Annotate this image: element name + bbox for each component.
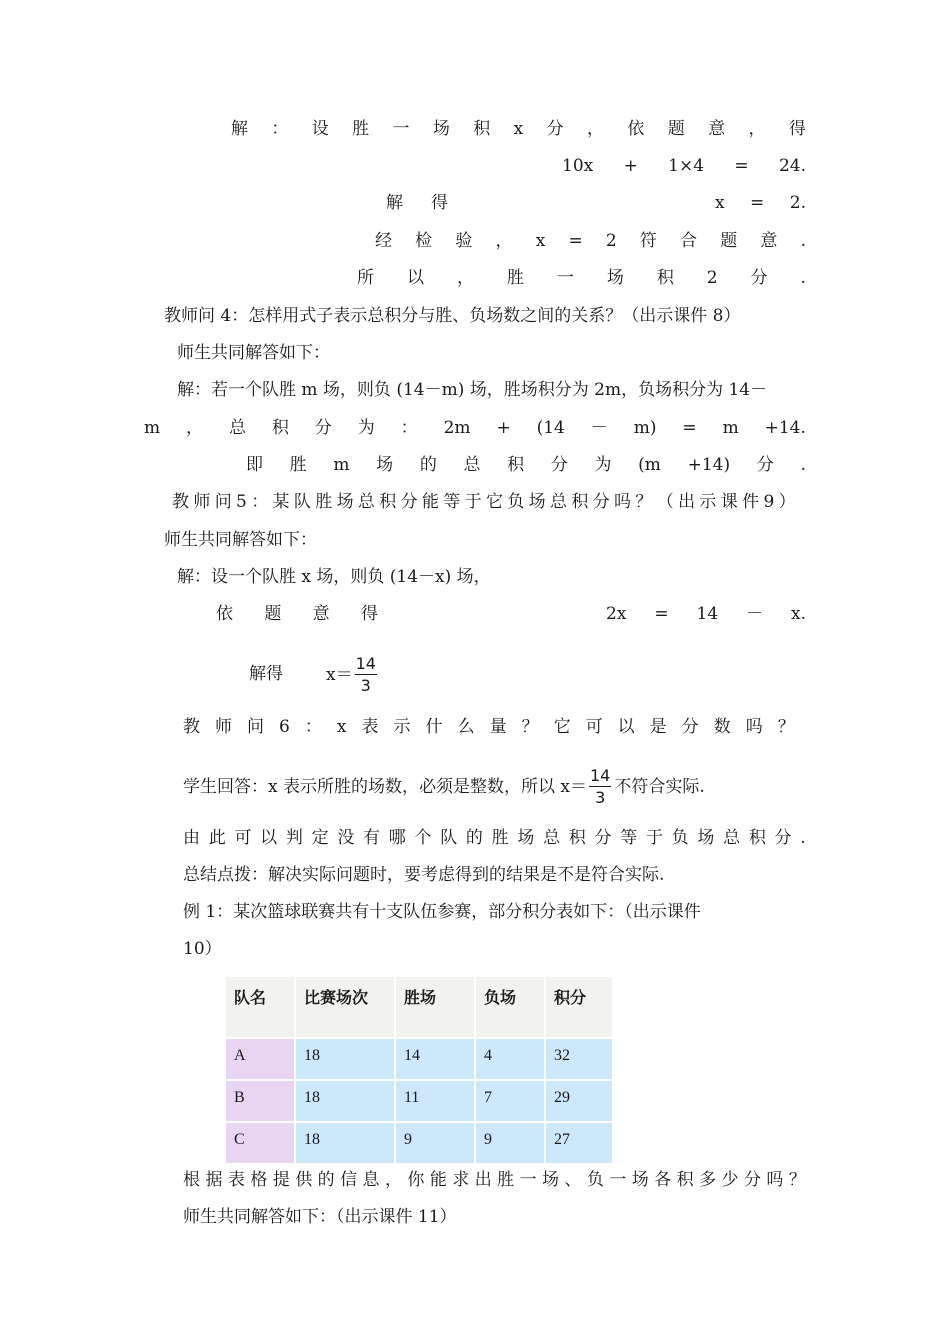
text-token: 等: [620, 828, 638, 848]
text-token: 检: [415, 231, 433, 251]
text-token: 数: [713, 717, 731, 737]
text-token: .: [800, 231, 806, 251]
text-token: 表: [227, 1170, 245, 1190]
text-token: 一: [392, 119, 410, 139]
text-token: 的: [419, 455, 437, 475]
text-token: 是: [649, 717, 667, 737]
text-token: 负: [586, 1170, 604, 1190]
header-points: 积分: [545, 976, 613, 1038]
text-token: 经: [375, 231, 392, 251]
text-token: 分: [546, 119, 564, 139]
text-token: x: [535, 231, 546, 251]
text-token: 的: [465, 828, 483, 848]
text-token: 出: [678, 492, 696, 512]
score-table: [224, 975, 614, 1165]
text-token: 吗: [766, 1170, 784, 1190]
text-token: 意: [760, 231, 778, 251]
text-token: 积: [271, 418, 289, 438]
text-token: 6: [279, 717, 290, 737]
text-token: 教: [172, 492, 189, 512]
student-answer: [183, 766, 705, 809]
text-token: 积: [473, 119, 491, 139]
text-token: 意: [312, 604, 330, 624]
text-token: 师: [215, 717, 233, 737]
cell-games: 18: [295, 1038, 395, 1080]
text-token: 信: [340, 1170, 358, 1190]
text-token: 2: [706, 268, 718, 288]
text-token: 提: [272, 1170, 290, 1190]
text-token: 息: [362, 1170, 380, 1190]
text-token: 哪: [388, 828, 406, 848]
text-token: 依: [216, 604, 233, 624]
text-token: 得: [360, 604, 378, 624]
text-token: 积: [656, 268, 674, 288]
text-token: 验: [455, 231, 473, 251]
cell-losses: 4: [475, 1038, 545, 1080]
text-token: x: [336, 717, 347, 737]
text-token: x: [715, 193, 725, 213]
text-token: 14: [696, 604, 719, 624]
text-token: m: [144, 418, 161, 438]
student-answer-text: 学生回答：x 表示所胜的场数，必须是整数，所以 x＝: [183, 777, 587, 797]
text-token: x: [513, 119, 524, 139]
text-token: －: [590, 418, 608, 438]
header-team: 队名: [225, 976, 295, 1038]
text-token: (14: [536, 418, 565, 438]
text-token: 解: [386, 193, 403, 213]
text-token: m: [333, 455, 350, 475]
cell-wins: 11: [395, 1080, 475, 1122]
text-token: 求: [452, 1170, 470, 1190]
text-token: 题: [667, 119, 685, 139]
text-token: 么: [457, 717, 475, 737]
solution-line-5: [357, 267, 806, 289]
text-token: 场: [336, 492, 354, 512]
text-token: 场: [432, 119, 450, 139]
text-token: +14): [687, 455, 731, 475]
text-token: 10x: [562, 156, 594, 176]
text-token: ，: [384, 1170, 402, 1190]
text-token: 师: [193, 492, 211, 512]
text-token: 它: [485, 492, 503, 512]
joint-answer-label-1: 师生共同解答如下：: [177, 343, 330, 363]
text-token: ：: [271, 119, 289, 139]
text-token: 题: [720, 231, 738, 251]
text-token: 能: [421, 492, 439, 512]
text-token: 为: [594, 455, 612, 475]
teacher-question-5: [172, 491, 796, 513]
text-token: 总: [228, 418, 246, 438]
cell-points: 32: [545, 1038, 613, 1080]
table-row: [225, 1080, 613, 1122]
example-1-line-2: 10）: [183, 939, 222, 959]
text-token: ？: [635, 492, 653, 512]
text-token: 据: [205, 1170, 223, 1190]
solution-line-3-label: [386, 192, 448, 214]
text-token: 总: [543, 828, 561, 848]
text-token: 合: [680, 231, 698, 251]
text-token: 得: [788, 119, 806, 139]
text-token: +: [623, 156, 638, 176]
text-token: 场: [542, 1170, 559, 1190]
text-token: 供: [295, 1170, 313, 1190]
text-token: 吗: [745, 717, 763, 737]
text-token: 总: [463, 455, 481, 475]
text-token: 分: [550, 455, 568, 475]
text-token: 胜: [497, 1170, 515, 1190]
text-token: 队: [440, 828, 458, 848]
text-token: 积: [507, 455, 525, 475]
text-token: =: [682, 418, 697, 438]
text-token: 根: [183, 1170, 200, 1190]
table-question: [183, 1169, 806, 1191]
text-token: 场: [606, 268, 624, 288]
text-token: .: [800, 828, 806, 848]
solution-x-line-1: 解：设一个队胜 x 场，则负 (14－x) 场，: [177, 567, 491, 587]
text-token: 表: [361, 717, 379, 737]
fraction-denominator: 3: [360, 676, 371, 695]
text-token: 出: [474, 1170, 492, 1190]
text-token: 分: [594, 828, 612, 848]
solution-m-line-1: 解：若一个队胜 m 场，则负 (14－m) 场，胜场积分为 2m，负场积分为 14－: [177, 380, 768, 400]
text-token: 分: [681, 717, 699, 737]
text-token: 课: [720, 492, 738, 512]
text-token: 即: [246, 455, 263, 475]
text-token: 胜: [315, 492, 333, 512]
text-token: 胜: [491, 828, 509, 848]
text-token: ：: [304, 717, 322, 737]
text-token: 于: [464, 492, 482, 512]
text-token: 队: [293, 492, 311, 512]
text-token: ：: [251, 492, 269, 512]
text-token: 一: [519, 1170, 537, 1190]
text-token: 负: [507, 492, 525, 512]
text-token: ，: [456, 268, 474, 288]
solution-line-2: [562, 155, 806, 177]
solution-line-1: [231, 118, 806, 140]
teacher-question-4: 教师问 4：怎样用式子表示总积分与胜、负场数之间的关系？（出示课件 8）: [164, 306, 741, 326]
text-token: 2m: [443, 418, 471, 438]
cell-games: 18: [295, 1080, 395, 1122]
text-token: 所: [357, 268, 374, 288]
text-token: 它: [553, 717, 571, 737]
text-token: 场: [631, 1170, 649, 1190]
text-token: 件: [742, 492, 760, 512]
text-token: m: [722, 418, 739, 438]
text-token: 可: [234, 828, 252, 848]
text-token: 一: [609, 1170, 627, 1190]
text-token: 以: [617, 717, 635, 737]
text-token: 多: [699, 1170, 717, 1190]
text-token: 的: [317, 1170, 335, 1190]
text-token: ？: [521, 717, 539, 737]
text-token: 得: [431, 193, 448, 213]
text-token: 为: [357, 418, 375, 438]
text-token: 、: [564, 1170, 582, 1190]
text-token: =: [568, 231, 583, 251]
joint-answer-label-3: 师生共同解答如下：（出示课件 11）: [183, 1207, 457, 1227]
text-token: 问: [214, 492, 232, 512]
text-token: 胜: [352, 119, 370, 139]
text-token: 问: [247, 717, 265, 737]
text-token: 积: [379, 492, 397, 512]
text-token: 场: [528, 492, 546, 512]
text-token: 分: [314, 418, 332, 438]
text-token: 以: [260, 828, 278, 848]
text-token: 示: [393, 717, 411, 737]
cell-wins: 9: [395, 1122, 475, 1164]
text-token: 分: [743, 1170, 761, 1190]
text-token: ？: [788, 1170, 806, 1190]
solution-x-line-2-label: [216, 603, 378, 625]
text-token: 2: [605, 231, 617, 251]
text-token: 积: [571, 492, 589, 512]
text-token: 2x: [606, 604, 627, 624]
text-token: 吗: [614, 492, 632, 512]
text-token: 总: [550, 492, 568, 512]
text-token: +14.: [764, 418, 806, 438]
text-token: 分: [774, 828, 792, 848]
text-token: 分: [750, 268, 768, 288]
cell-points: 27: [545, 1122, 613, 1164]
text-token: 示: [699, 492, 717, 512]
cell-games: 18: [295, 1122, 395, 1164]
text-token: 此: [208, 828, 226, 848]
text-token: 总: [357, 492, 375, 512]
text-token: ，: [586, 119, 604, 139]
text-token: 少: [721, 1170, 739, 1190]
cell-losses: 7: [475, 1080, 545, 1122]
cell-points: 29: [545, 1080, 613, 1122]
conclusion-line: [183, 827, 806, 849]
solution-line-3-eq: [715, 192, 806, 214]
cell-team: B: [225, 1080, 295, 1122]
table-row: [225, 1122, 613, 1164]
solution-line-4: [375, 230, 806, 252]
text-token: 胜: [506, 268, 524, 288]
text-token: 等: [443, 492, 461, 512]
text-token: 个: [414, 828, 432, 848]
joint-answer-label-2: 师生共同解答如下：: [164, 530, 317, 550]
text-token: =: [750, 193, 765, 213]
text-token: 定: [311, 828, 329, 848]
example-1-line-1: 例 1：某次篮球联赛共有十支队伍参赛，部分积分表如下：（出示课件: [183, 902, 701, 922]
text-token: 什: [425, 717, 443, 737]
text-token: －: [746, 604, 764, 624]
text-token: （: [656, 492, 674, 512]
header-losses: 负场: [475, 976, 545, 1038]
text-token: 各: [654, 1170, 672, 1190]
fraction-numerator-b: 14: [589, 766, 611, 785]
text-token: 分: [592, 492, 610, 512]
text-token: ：: [400, 418, 418, 438]
text-token: 题: [264, 604, 282, 624]
fraction-numerator: 14: [355, 654, 376, 673]
text-token: 24.: [778, 156, 806, 176]
text-token: ，: [186, 418, 204, 438]
text-token: 分: [756, 455, 774, 475]
text-token: 设: [311, 119, 329, 139]
solution-x-result: [326, 654, 377, 697]
text-token: 你: [407, 1170, 425, 1190]
header-wins: 胜场: [395, 976, 475, 1038]
fraction-14-3-b: [589, 766, 611, 809]
text-token: 1×4: [668, 156, 705, 176]
text-token: .: [800, 455, 806, 475]
result-eq: x＝: [326, 665, 353, 685]
text-token: =: [734, 156, 749, 176]
text-token: 积: [748, 828, 766, 848]
cell-team: C: [225, 1122, 295, 1164]
solution-m-line-3: [246, 454, 806, 476]
text-token: 2.: [789, 193, 806, 213]
cell-losses: 9: [475, 1122, 545, 1164]
header-games: 比赛场次: [295, 976, 395, 1038]
text-token: 9: [763, 492, 775, 512]
text-token: ，: [748, 119, 766, 139]
text-token: x.: [790, 604, 806, 624]
text-token: 场: [517, 828, 535, 848]
text-token: 教: [183, 717, 200, 737]
summary-tip: 总结点拨：解决实际问题时，要考虑得到的结果是不是符合实际.: [183, 865, 665, 885]
text-token: +: [496, 418, 511, 438]
text-token: 一: [556, 268, 574, 288]
text-token: 胜: [289, 455, 307, 475]
text-token: 5: [236, 492, 247, 512]
text-token: 由: [183, 828, 200, 848]
table-row: [225, 1038, 613, 1080]
text-token: 负: [671, 828, 689, 848]
text-token: 能: [429, 1170, 447, 1190]
text-token: 场: [697, 828, 715, 848]
fraction-denominator-b: 3: [595, 788, 606, 807]
teacher-question-6: [183, 716, 795, 738]
text-token: 判: [285, 828, 303, 848]
text-token: .: [800, 268, 806, 288]
text-token: ，: [495, 231, 513, 251]
student-answer-tail: 不符合实际.: [614, 777, 705, 797]
text-token: 某: [272, 492, 290, 512]
text-token: 以: [406, 268, 424, 288]
solution-m-line-2: [144, 417, 806, 439]
text-token: 量: [489, 717, 507, 737]
text-token: ？: [777, 717, 795, 737]
text-token: 依: [627, 119, 645, 139]
text-token: 积: [676, 1170, 694, 1190]
text-token: =: [654, 604, 669, 624]
solution-x-line-2-eq: [606, 603, 806, 625]
text-token: ）: [778, 492, 796, 512]
cell-team: A: [225, 1038, 295, 1080]
text-token: 场: [376, 455, 394, 475]
text-token: 符: [639, 231, 657, 251]
text-token: m): [633, 418, 657, 438]
text-token: 总: [723, 828, 741, 848]
text-token: 解: [231, 119, 248, 139]
table-header-row: [225, 976, 613, 1038]
fraction-14-3: [355, 654, 377, 697]
text-token: 格: [250, 1170, 268, 1190]
text-token: 分: [400, 492, 418, 512]
text-token: 可: [585, 717, 603, 737]
cell-wins: 14: [395, 1038, 475, 1080]
text-token: (m: [638, 455, 661, 475]
solution-x-result-label: 解得: [249, 664, 283, 684]
text-token: 有: [363, 828, 381, 848]
text-token: 意: [708, 119, 726, 139]
text-token: 于: [645, 828, 663, 848]
text-token: 积: [568, 828, 586, 848]
text-token: 没: [337, 828, 355, 848]
